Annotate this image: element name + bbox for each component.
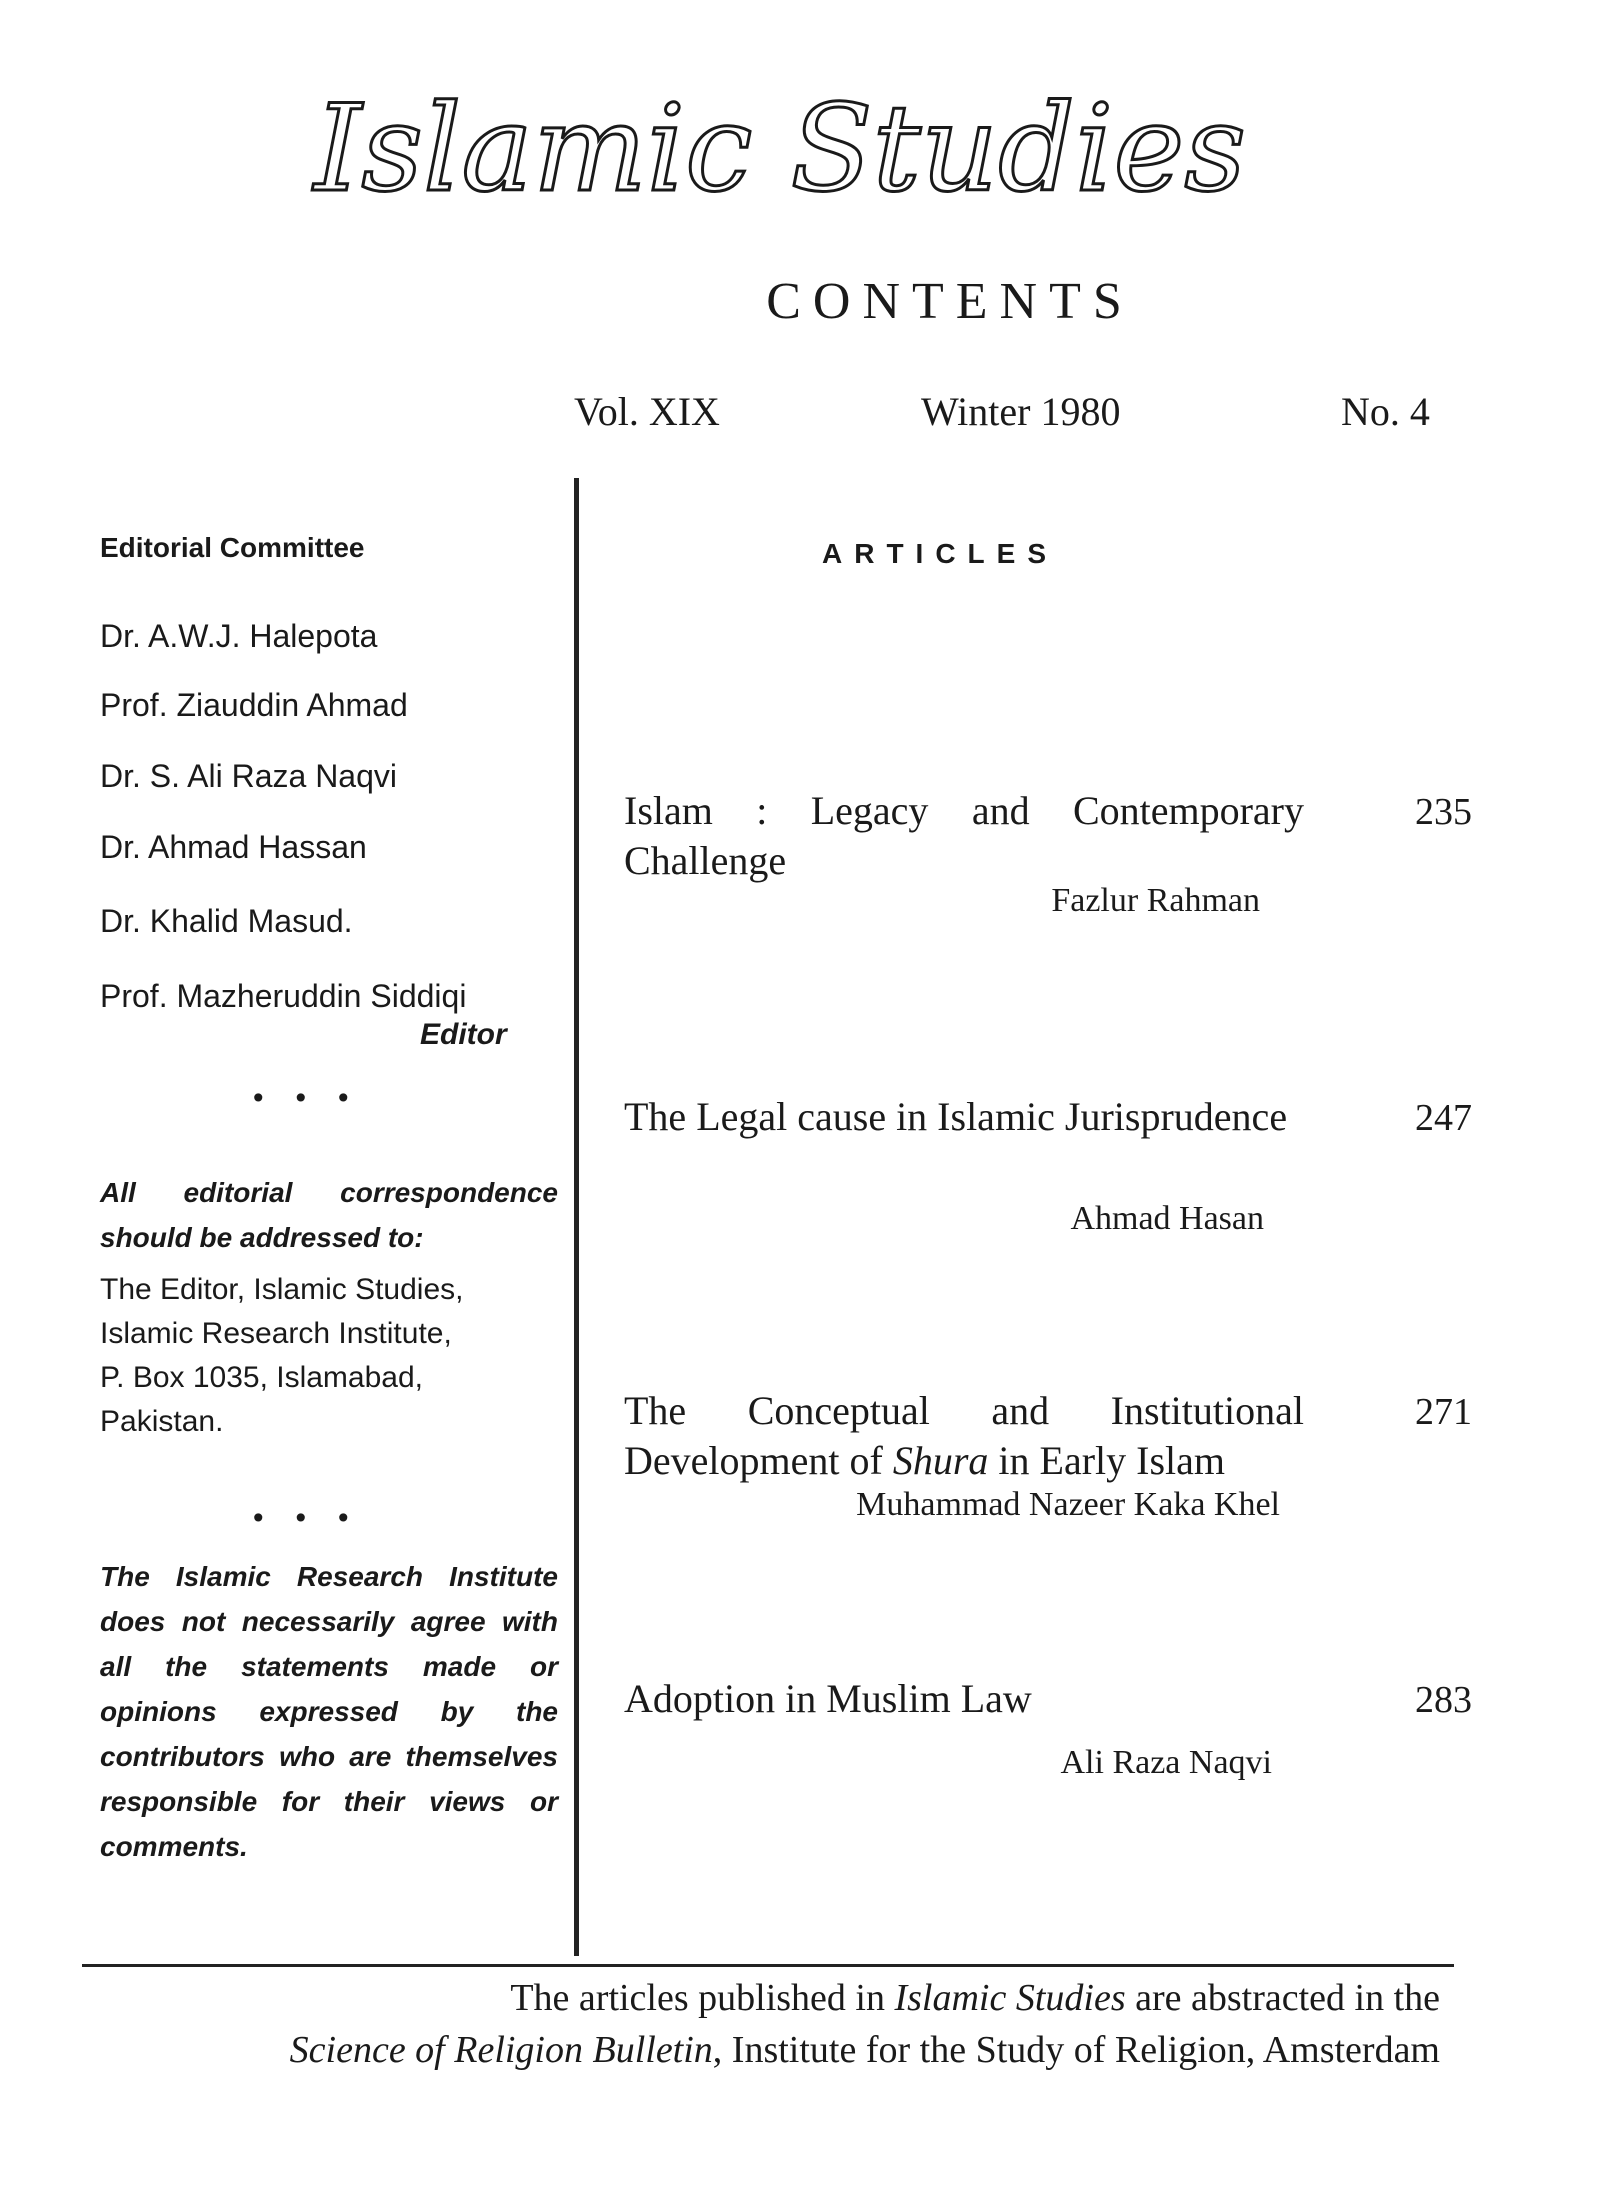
address-line: The Editor, Islamic Studies, [100,1273,464,1306]
correspondence-note: All editorial correspondence should be addressed to: [100,1177,558,1253]
committee-member: Prof. Ziauddin Ahmad [100,687,408,723]
footer-italic: Islamic Studies [894,1977,1126,2019]
title-italic: Shura [892,1438,989,1483]
article-author: Fazlur Rahman [1051,882,1260,919]
footer-divider [82,1964,1454,1967]
article-title: The Legal cause in Islamic Jurisprudence [624,1094,1288,1139]
editor-role: Editor [420,1018,507,1051]
footer-line [110,1976,1440,2020]
separator-stars: ••• [250,1082,378,1115]
article-page: 283 [1415,1679,1472,1721]
title-part: in Early Islam [988,1438,1225,1483]
footer-line [110,2028,1440,2072]
committee-member: Dr. A.W.J. Halepota [100,618,378,654]
article-title: Adoption in Muslim Law [624,1676,1032,1721]
article-page: 271 [1415,1391,1472,1433]
season-label: Winter 1980 [921,389,1121,434]
separator-stars: ••• [250,1502,378,1535]
article-title [624,1386,1304,1486]
address-line: Islamic Research Institute, [100,1317,452,1350]
articles-heading: ARTICLES [822,538,1058,569]
article-title: Islam : Legacy and Contemporary Challenge [624,788,1304,883]
committee-member: Dr. S. Ali Raza Naqvi [100,758,397,794]
article-author: Ali Raza Naqvi [1060,1744,1272,1781]
disclaimer: The Islamic Research Institute does not necessarily agree with all the statements made or opinions expressed by the contributors who are themselves responsible for their views or comments. [100,1561,558,1862]
volume-label: Vol. XIX [574,389,720,434]
committee-heading: Editorial Committee [100,532,365,563]
article-page: 247 [1415,1097,1472,1139]
footer-italic: Science of Religion Bulletin [289,2029,713,2071]
title-part: The Conceptual and Institutional Development of [624,1388,1304,1483]
masthead-logo [314,60,1246,250]
committee-member: Dr. Ahmad Hassan [100,829,367,865]
article-author: Ahmad Hasan [1070,1200,1264,1237]
masthead-title: Islamic Studies [314,80,1246,219]
footer-text: The articles published in [510,1977,895,2019]
footer-text: , Institute for the Study of Religion, Amsterdam [712,2029,1440,2071]
footer-text: are abstracted in the [1125,1977,1440,2019]
issue-number: No. 4 [1341,389,1430,434]
address-line: Pakistan. [100,1405,224,1438]
committee-member: Dr. Khalid Masud. [100,903,353,939]
committee-member: Prof. Mazheruddin Siddiqi [100,978,467,1014]
address-line: P. Box 1035, Islamabad, [100,1361,423,1394]
article-page: 235 [1415,791,1472,833]
contents-heading: CONTENTS [766,273,1134,330]
article-author: Muhammad Nazeer Kaka Khel [856,1486,1280,1523]
editor-address [100,1268,558,1444]
